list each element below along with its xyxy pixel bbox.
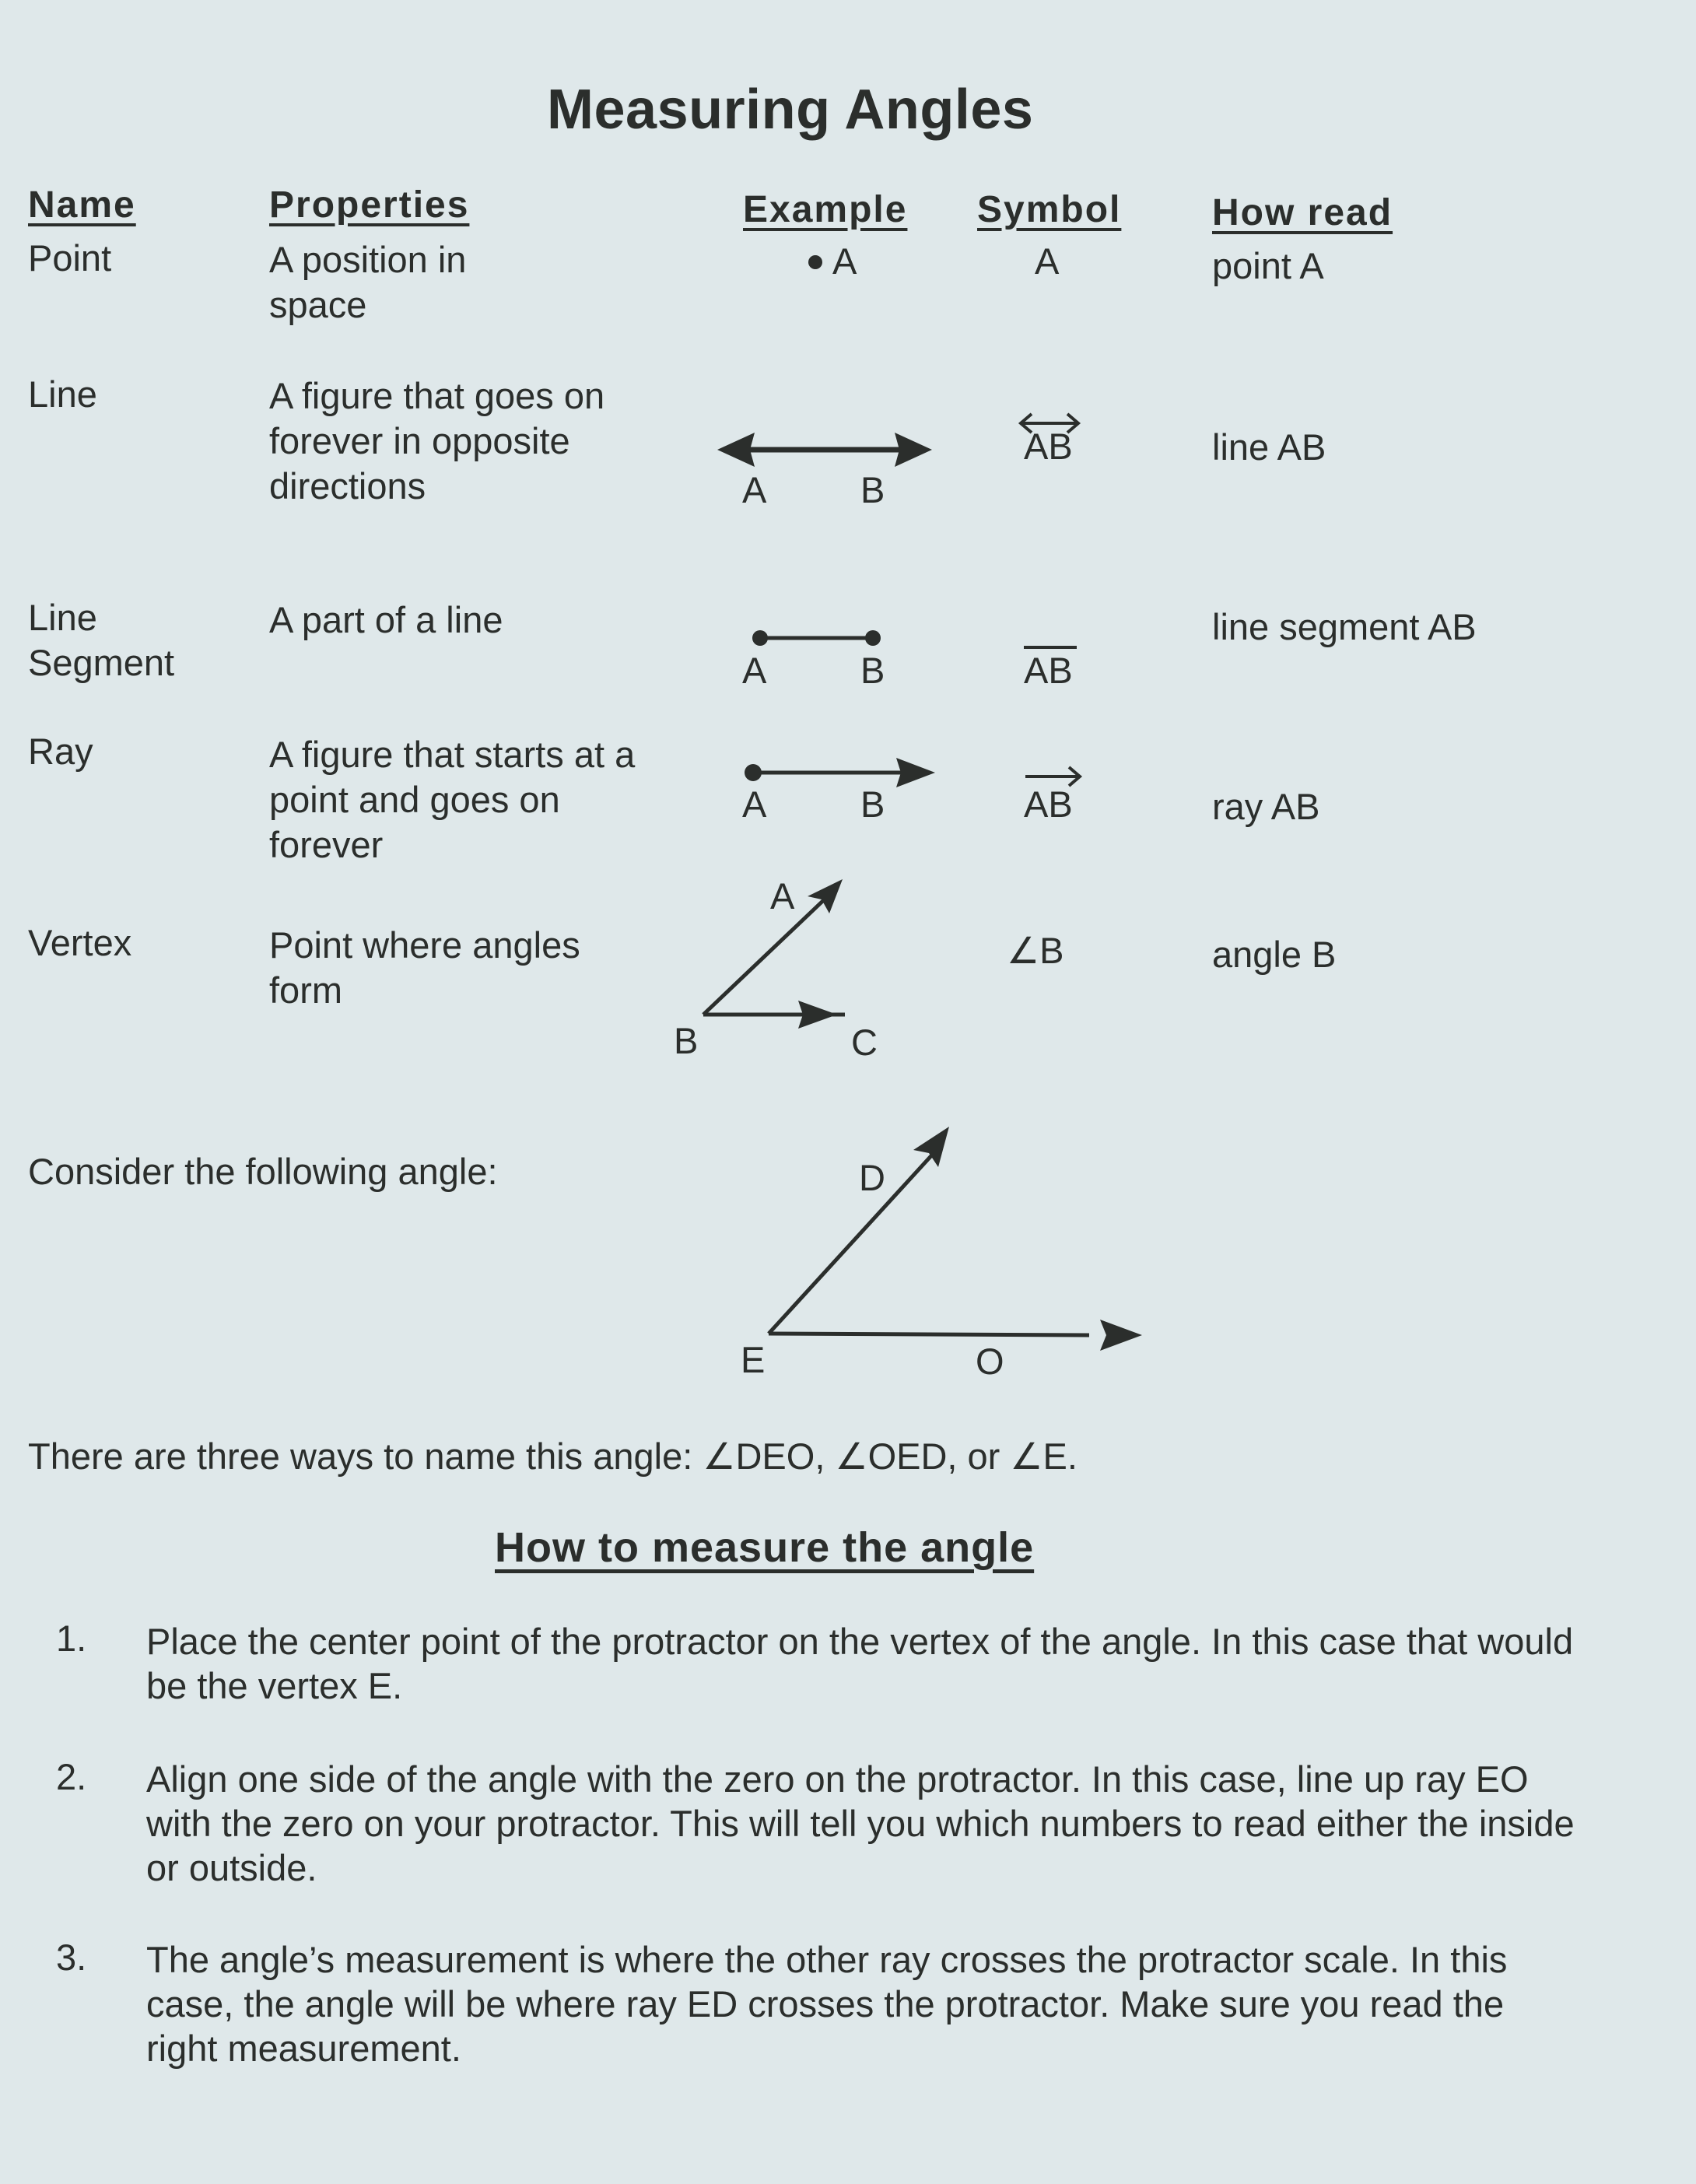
ray-example-label-a: A [742,784,767,825]
line-example-figure [717,426,951,473]
step-2-number: 2. [56,1756,87,1797]
header-properties: Properties [269,184,470,226]
step-1-number: 1. [56,1618,87,1659]
angle-label-e: E [741,1339,766,1380]
row-segment-properties: A part of a line [269,599,503,640]
vertex-example-label-c: C [851,1022,878,1063]
segment-example-figure [748,626,881,650]
row-vertex-symbol: ∠B [1007,930,1064,971]
row-line-how-read: line AB [1212,426,1326,468]
header-example: Example [743,189,908,230]
row-segment-name: Line Segment [28,597,175,683]
vertex-example-figure [697,873,915,1044]
step-3-number: 3. [56,1937,87,1978]
row-line-name: Line [28,373,97,415]
page-title: Measuring Angles [547,79,1034,141]
segment-example-label-a: A [742,650,767,691]
row-ray-how-read: ray AB [1212,786,1320,827]
point-dot [806,237,825,284]
header-symbol: Symbol [977,189,1122,230]
header-how-read: How read [1212,192,1393,233]
step-3-text: The angle’s measurement is where the other ray crosses the protractor scale. In this case, the angle will be where ray ED crosses the protractor. Make sure you read the right measurement. [146,1939,1508,2069]
vertex-example-label-b: B [674,1020,699,1061]
three-ways-text: There are three ways to name this angle: ∠DEO, ∠OED, or ∠E. [28,1436,1078,1477]
row-point-properties: A position in space [269,239,467,325]
line-example-label-a: A [742,469,767,510]
row-vertex-how-read: angle B [1212,934,1337,975]
step-2-text: Align one side of the angle with the zero on the protractor. In this case, line up ray EO with the zero on your protractor. This will tell you which numbers to read either the inside or outside. [146,1758,1575,1888]
step-1-text: Place the center point of the protractor on the vertex of the angle. In this case that would be the vertex E. [146,1621,1574,1706]
row-ray-symbol: AB [1024,784,1073,825]
consider-text: Consider the following angle: [28,1151,498,1192]
row-point-how-read: point A [1212,245,1324,286]
header-name: Name [28,184,136,226]
angle-label-d: D [859,1157,885,1198]
angle-deo-figure [762,1120,1167,1377]
row-vertex-properties: Point where angles form [269,924,580,1011]
row-segment-symbol: AB [1024,650,1073,691]
row-ray-properties: A figure that starts at a point and goes on forever [269,734,636,865]
point-example-label-a: A [832,240,857,282]
angle-label-o: O [976,1341,1004,1382]
segment-example-label-b: B [860,650,885,691]
row-ray-name: Ray [28,731,93,772]
row-line-symbol: AB [1024,426,1073,467]
vertex-example-label-a: A [770,875,795,917]
row-vertex-name: Vertex [28,922,132,963]
line-example-label-b: B [860,469,885,510]
ray-example-label-b: B [860,784,885,825]
row-line-properties: A figure that goes on forever in opposite directions [269,375,605,507]
row-point-name: Point [28,237,112,279]
row-point-symbol: A [1035,240,1060,282]
section-title: How to measure the angle [495,1524,1035,1571]
row-segment-how-read: line segment AB [1212,606,1477,647]
ray-example-figure [741,753,935,792]
